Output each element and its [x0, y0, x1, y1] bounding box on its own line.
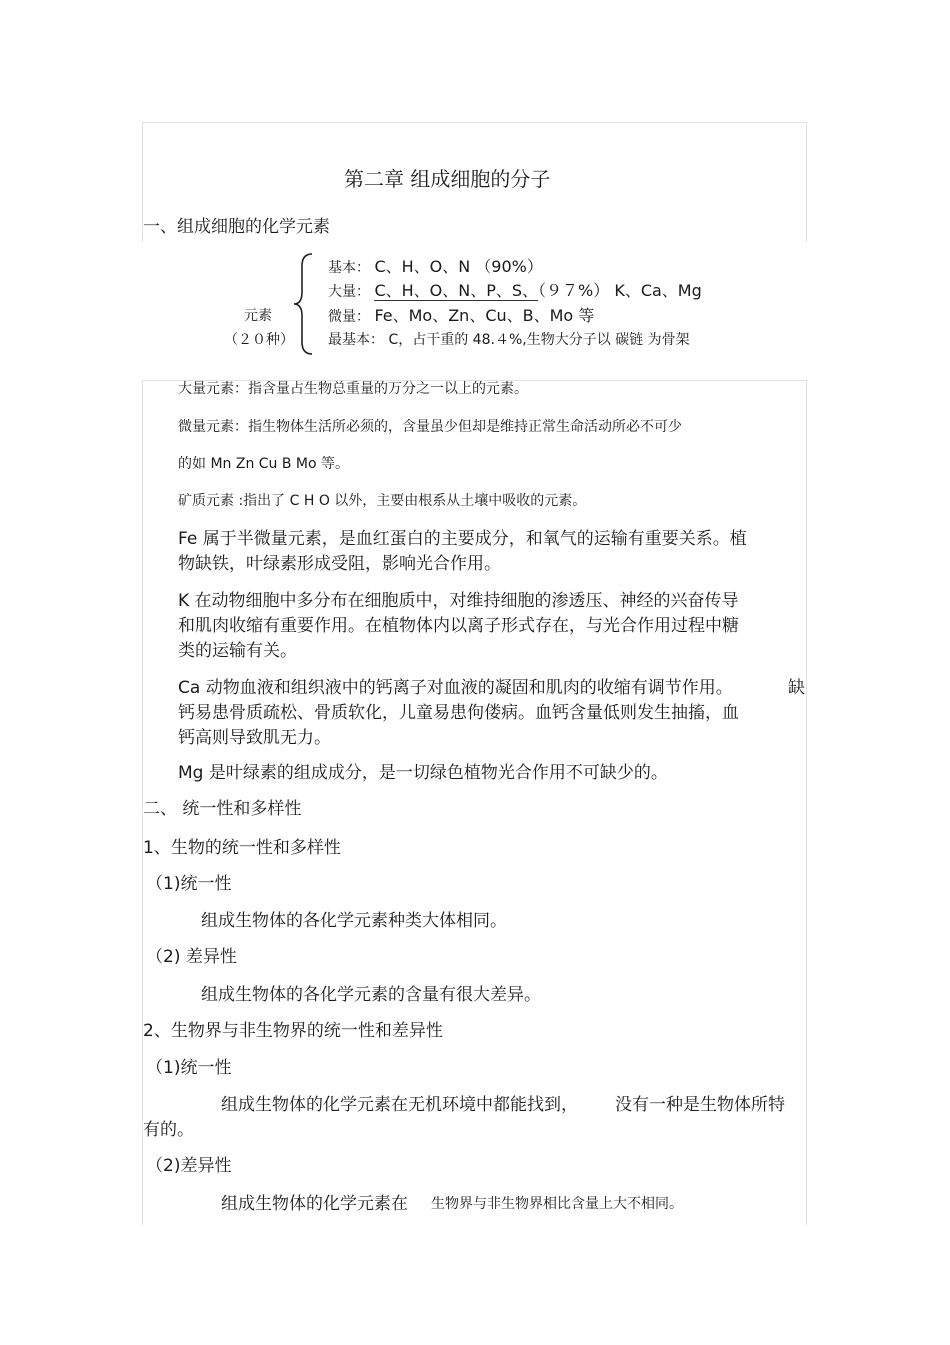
brace-row-most-basic-key: 最基本： — [328, 332, 384, 348]
subsection-2-heading: 2、生物界与非生物界的统一性和差异性 — [143, 1021, 443, 1041]
paragraph-fe-line-1: Fe 属于半微量元素，是血红蛋白的主要成分，和氧气的运输有重要关系。植 — [178, 529, 747, 549]
paragraph-fe-line-2: 物缺铁，叶绿素形成受阻，影响光合作用。 — [178, 554, 501, 574]
brace-row-macro-value: （９７%） K、Ca、Mg — [538, 281, 702, 300]
def-macro-elements: 大量元素：指含量占生物总重量的万分之一以上的元素。 — [178, 381, 528, 397]
frame-right-line-lower — [806, 380, 807, 1225]
paragraph-ca — [178, 676, 739, 751]
section-2-heading: 二、 统一性和多样性 — [143, 799, 302, 819]
paragraph-ca-line-1: Ca 动物血液和组织液中的钙离子对血液的凝固和肌肉的收缩有调节作用。 — [178, 678, 733, 698]
sub2-item2-text-b: 生物界与非生物界相比含量上大不相同。 — [431, 1196, 683, 1212]
paragraph-ca-line-3: 钙高则导致肌无力。 — [178, 728, 331, 748]
section-1-heading: 一、组成细胞的化学元素 — [143, 217, 330, 237]
def-micro-elements: 微量元素：指生物体生活所必须的，含量虽少但却是维持正常生命活动所必不可少 — [178, 419, 682, 435]
paragraph-ca-trailing: 缺 — [788, 678, 805, 698]
sub2-item2-label: （2)差异性 — [146, 1156, 232, 1176]
sub1-item2-label: （2) 差异性 — [146, 947, 237, 967]
frame-top-line — [142, 122, 807, 123]
curly-brace-icon — [292, 252, 314, 356]
sub1-item1-label: （1)统一性 — [146, 874, 232, 894]
frame-right-line-upper — [806, 122, 807, 242]
subsection-1-heading: 1、生物的统一性和多样性 — [143, 838, 341, 858]
def-micro-elements-cont: 的如 Mn Zn Cu B Mo 等。 — [178, 456, 350, 472]
sub2-item1-text-b: 没有一种是生物体所特 — [615, 1095, 785, 1115]
brace-row-micro-key: 微量： — [328, 309, 370, 325]
brace-row-micro-value: Fe、Mo、Zn、Cu、B、Mo 等 — [374, 306, 595, 325]
brace-row-most-basic — [328, 332, 690, 348]
brace-row-macro-key: 大量： — [328, 284, 370, 300]
paragraph-fe — [178, 527, 747, 577]
brace-row-macro — [328, 282, 702, 300]
brace-row-most-basic-value: C，占干重的 48.４%,生物大分子以 碳链 为骨架 — [384, 332, 690, 348]
paragraph-k-line-2: 和肌肉收缩有重要作用。在植物体内以离子形式存在，与光合作用过程中糖 — [178, 616, 739, 636]
sub1-item2-text: 组成生物体的各化学元素的含量有很大差异。 — [201, 985, 541, 1005]
brace-row-micro — [328, 307, 594, 325]
brace-row-basic-key: 基本： — [328, 260, 370, 276]
paragraph-ca-line-2: 钙易患骨质疏松、骨质软化，儿童易患佝偻病。血钙含量低则发生抽搐，血 — [178, 703, 739, 723]
sub2-item1-text-a: 组成生物体的化学元素在无机环境中都能找到， — [221, 1095, 578, 1115]
brace-row-basic-value: C、H、O、N （90%） — [374, 257, 543, 276]
sub1-item1-text: 组成生物体的各化学元素种类大体相同。 — [201, 911, 507, 931]
paragraph-mg: Mg 是叶绿素的组成成分，是一切绿色植物光合作用不可缺少的。 — [178, 763, 668, 783]
sub2-item2-text-a: 组成生物体的化学元素在 — [221, 1194, 408, 1214]
def-mineral-elements: 矿质元素 :指出了 C H O 以外，主要由根系从土壤中吸收的元素。 — [178, 493, 587, 509]
paragraph-k — [178, 589, 739, 664]
paragraph-k-line-1: K 在动物细胞中多分布在细胞质中，对维持细胞的渗透压、神经的兴奋传导 — [178, 591, 739, 611]
paragraph-k-line-3: 类的运输有关。 — [178, 641, 297, 661]
brace-row-basic — [328, 258, 543, 276]
brace-label-elements: 元素 — [244, 308, 272, 324]
brace-row-macro-underlined: C、H、O、N、P、S、 — [374, 281, 539, 300]
sub2-item1-label: （1)统一性 — [146, 1058, 232, 1078]
brace-label-count: （２０种） — [224, 332, 294, 348]
sub2-item1-text-c: 有的。 — [143, 1120, 194, 1140]
page-title: 第二章 组成细胞的分子 — [344, 167, 551, 191]
